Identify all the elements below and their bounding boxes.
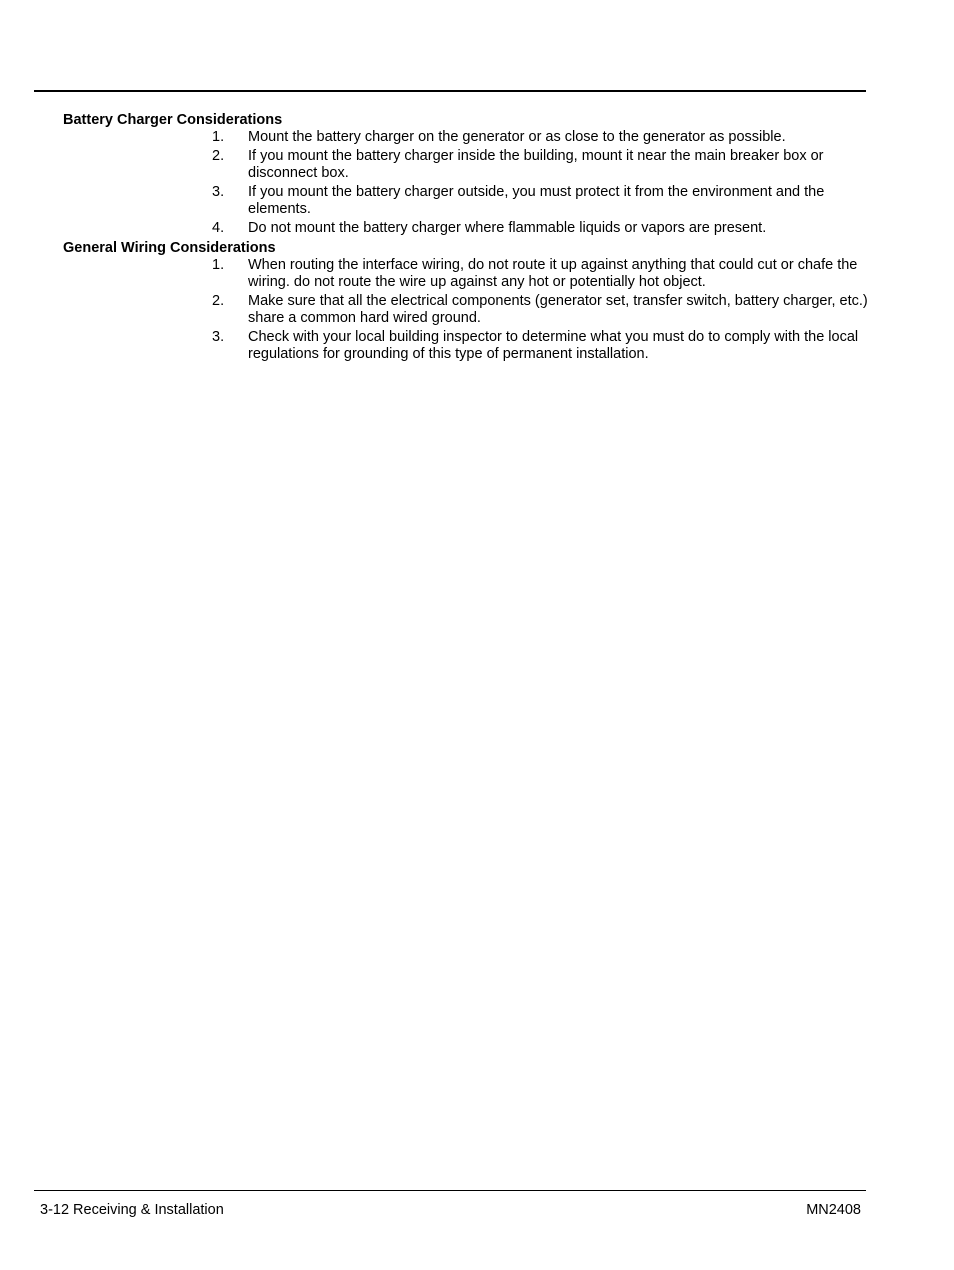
item-number: 1. <box>212 129 225 145</box>
list-item <box>0 329 954 363</box>
item-text: If you mount the battery charger inside the building, mount it near the main breaker box or disconnect box. <box>248 148 824 181</box>
section-heading: Battery Charger Considerations <box>63 112 283 128</box>
numbered-list <box>0 129 954 237</box>
list-item <box>0 184 954 218</box>
list-item <box>0 257 954 291</box>
footer-page-section: 3-12 Receiving & Installation <box>40 1202 224 1218</box>
item-number: 1. <box>212 257 225 273</box>
item-text: If you mount the battery charger outside, you must protect it from the environment and the elements. <box>248 184 825 217</box>
list-item <box>0 293 954 327</box>
item-number: 4. <box>212 220 225 236</box>
item-number: 2. <box>212 148 225 164</box>
item-text: When routing the interface wiring, do not route it up against anything that could cut or chafe the wiring. do not route the wire up against any hot or potentially hot object. <box>248 257 858 290</box>
item-text: Mount the battery charger on the generator or as close to the generator as possible. <box>248 129 786 145</box>
header-rule <box>34 90 866 92</box>
list-item <box>0 129 954 146</box>
footer-rule <box>34 1190 866 1191</box>
item-number: 2. <box>212 293 225 309</box>
section-general-wiring <box>0 239 954 363</box>
section-heading: General Wiring Considerations <box>63 240 276 256</box>
item-text: Do not mount the battery charger where flammable liquids or vapors are present. <box>248 220 767 236</box>
item-text: Check with your local building inspector to determine what you must do to comply with the local regulations for grounding of this type of permanent installation. <box>248 329 859 362</box>
section-battery-charger <box>0 111 954 237</box>
document-body <box>0 111 954 365</box>
list-item <box>0 220 954 237</box>
item-number: 3. <box>212 184 225 200</box>
item-number: 3. <box>212 329 225 345</box>
footer-manual-number: MN2408 <box>806 1202 861 1218</box>
numbered-list <box>0 257 954 363</box>
list-item <box>0 148 954 182</box>
item-text: Make sure that all the electrical components (generator set, transfer switch, battery charger, etc.) share a common hard wired ground. <box>248 293 868 326</box>
